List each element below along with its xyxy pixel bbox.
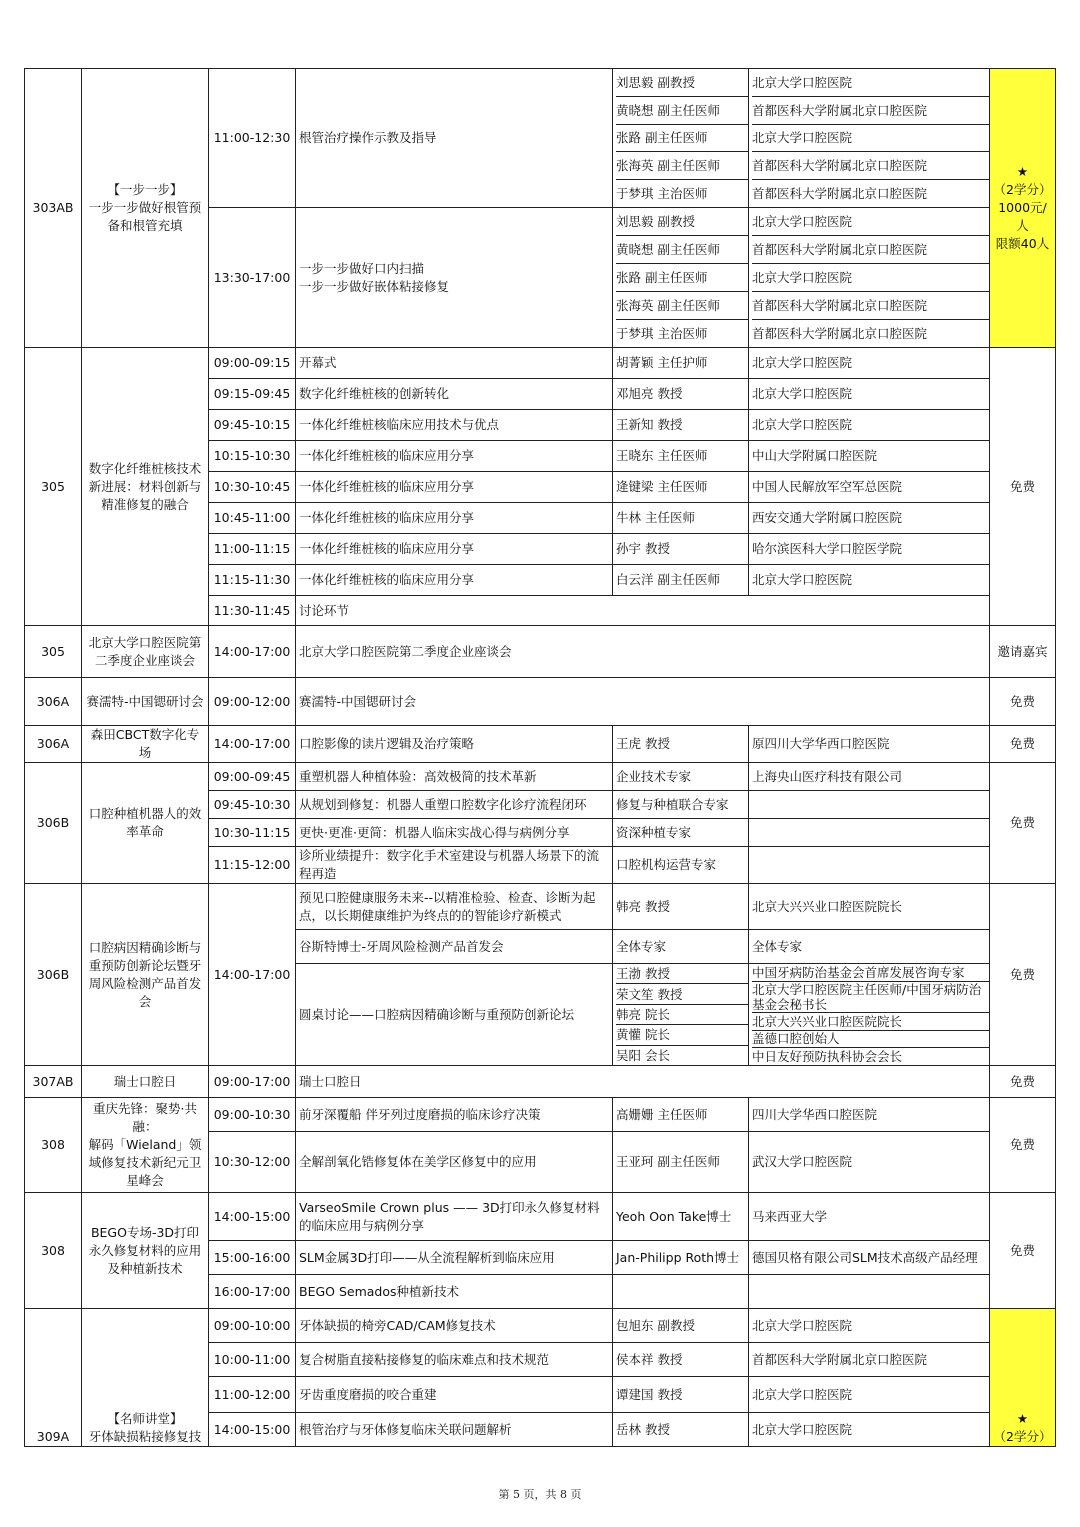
list-item: 中国牙病防治基金会首席发展咨询专家: [752, 964, 989, 982]
speaker-cell: 全体专家: [613, 930, 749, 964]
room-cell: 306A: [25, 678, 82, 726]
room-cell: 305: [25, 348, 82, 626]
time-cell: 10:00-11:00: [209, 1343, 296, 1377]
fee-cell: ★ （2学分）: [990, 1309, 1056, 1447]
time-cell: 10:30-10:45: [209, 472, 296, 503]
table-row: [25, 763, 1056, 791]
time-cell: 09:00-10:30: [209, 1098, 296, 1132]
list-item: 张海英 副主任医师: [616, 292, 748, 320]
time-cell: 10:45-11:00: [209, 503, 296, 534]
list-item: 张路 副主任医师: [616, 264, 748, 292]
speaker-cell: 包旭东 副教授: [613, 1309, 749, 1343]
stacked-list: [752, 208, 989, 347]
org-cell: 哈尔滨医科大学口腔医学院: [749, 534, 990, 565]
title-cell: 牙齿重度磨损的咬合重建: [296, 1377, 613, 1413]
list-item: 黄懽 院长: [616, 1025, 748, 1045]
time-cell: 15:00-16:00: [209, 1241, 296, 1275]
stacked-list: [616, 69, 748, 207]
time-cell: 09:15-09:45: [209, 379, 296, 410]
list-item: 黄晓想 副主任医师: [616, 97, 748, 125]
list-item: 盖德口腔创始人: [752, 1031, 989, 1049]
time-cell: 11:00-12:00: [209, 1377, 296, 1413]
time-cell: 11:15-12:00: [209, 847, 296, 884]
time-cell: 16:00-17:00: [209, 1275, 296, 1309]
title-cell: 讨论环节: [296, 596, 990, 626]
speaker-cell: 企业技术专家: [613, 763, 749, 791]
stacked-list: [616, 208, 748, 347]
topic-cell: BEGO专场-3D打印永久修复材料的应用及种植新技术: [82, 1193, 209, 1309]
room-cell: 308: [25, 1098, 82, 1193]
org-cell: 全体专家: [749, 930, 990, 964]
room-cell: 303AB: [25, 69, 82, 348]
topic-cell: 【名师讲堂】 牙体缺损粘接修复技: [82, 1309, 209, 1447]
title-cell: 瑞士口腔日: [296, 1066, 990, 1098]
speaker-cell: 谭建国 教授: [613, 1377, 749, 1413]
speaker-cell: 修复与种植联合专家: [613, 791, 749, 819]
room-cell: 309A: [25, 1309, 82, 1447]
time-cell: 11:00-11:15: [209, 534, 296, 565]
speaker-cell: 牛林 主任医师: [613, 503, 749, 534]
speaker-cell: 口腔机构运营专家: [613, 847, 749, 884]
time-cell: 14:00-17:00: [209, 626, 296, 678]
speaker-cell: 邓旭亮 教授: [613, 379, 749, 410]
topic-cell: 森田CBCT数字化专场: [82, 726, 209, 763]
title-cell: 赛濡特-中国锶研讨会: [296, 678, 990, 726]
speaker-list: [613, 208, 749, 348]
title-cell: 重塑机器人种植体验：高效极简的技术革新: [296, 763, 613, 791]
room-cell: 308: [25, 1193, 82, 1309]
time-cell: 14:00-17:00: [209, 884, 296, 1066]
time-cell: 11:00-12:30: [209, 69, 296, 208]
org-cell: 武汉大学口腔医院: [749, 1132, 990, 1193]
title-cell: 前牙深覆船 伴牙列过度磨损的临床诊疗决策: [296, 1098, 613, 1132]
list-item: 于梦琪 主治医师: [616, 186, 708, 202]
title-cell: 一体化纤维桩核临床应用技术与优点: [296, 410, 613, 441]
list-item: 首都医科大学附属北京口腔医院: [752, 152, 989, 180]
list-item: 张海英 副主任医师: [616, 152, 748, 180]
org-cell: 上海央山医疗科技有限公司: [749, 763, 990, 791]
speaker-cell: [613, 1275, 749, 1309]
speaker-cell: 逄键梁 主任医师: [613, 472, 749, 503]
list-item: 王渤 教授: [616, 964, 748, 984]
org-cell: 中山大学附属口腔医院: [749, 441, 990, 472]
list-item: 北京大学口腔医院: [752, 69, 989, 97]
speaker-cell: 王虎 教授: [613, 726, 749, 763]
speaker-cell: 韩亮 教授: [613, 884, 749, 930]
time-cell: 09:45-10:15: [209, 410, 296, 441]
title-cell: 更快·更准·更简：机器人临床实战心得与病例分享: [296, 819, 613, 847]
speaker-cell: 高姗姗 主任医师: [613, 1098, 749, 1132]
org-cell: 北京大兴兴业口腔医院院长: [749, 884, 990, 930]
title-cell: 诊所业绩提升：数字化手术室建设与机器人场景下的流程再造: [296, 847, 613, 884]
time-cell: 14:00-15:00: [209, 1193, 296, 1241]
title-cell: 一体化纤维桩核的临床应用分享: [296, 503, 613, 534]
title-cell: 全解剖氧化锆修复体在美学区修复中的应用: [296, 1132, 613, 1193]
time-cell: 09:00-12:00: [209, 678, 296, 726]
time-cell: 14:00-15:00: [209, 1413, 296, 1447]
table-row: [25, 626, 1056, 678]
table-row: [25, 348, 1056, 379]
org-cell: 北京大学口腔医院: [749, 565, 990, 596]
topic-cell: 赛濡特-中国锶研讨会: [82, 678, 209, 726]
list-item: 首都医科大学附属北京口腔医院: [752, 292, 989, 320]
speaker-cell: 岳林 教授: [613, 1413, 749, 1447]
list-item: 北京大学口腔医院主任医师/中国牙病防治基金会秘书长: [752, 982, 989, 1013]
speaker-cell: 王晓东 主任医师: [613, 441, 749, 472]
room-cell: 305: [25, 626, 82, 678]
stacked-list: [616, 964, 748, 1065]
room-cell: 306A: [25, 726, 82, 763]
room-cell: 306B: [25, 763, 82, 884]
title-cell: 根管治疗操作示教及指导: [296, 69, 613, 208]
stacked-list: [752, 69, 989, 207]
stacked-list: [752, 964, 989, 1065]
speaker-cell: 侯本祥 教授: [613, 1343, 749, 1377]
org-cell: 北京大学口腔医院: [749, 348, 990, 379]
schedule-table: [24, 68, 1056, 1447]
time-cell: 11:15-11:30: [209, 565, 296, 596]
title-cell: 数字化纤维桩核的创新转化: [296, 379, 613, 410]
time-cell: 09:00-10:00: [209, 1309, 296, 1343]
org-cell: [749, 791, 990, 819]
table-row: [25, 1193, 1056, 1241]
list-item: 首都医科大学附属北京口腔医院: [752, 236, 989, 264]
org-cell: 北京大学口腔医院: [749, 1377, 990, 1413]
title-cell: 从规划到修复：机器人重塑口腔数字化诊疗流程闭环: [296, 791, 613, 819]
list-item: 张路 副主任医师: [616, 125, 748, 153]
title-cell: 一体化纤维桩核的临床应用分享: [296, 534, 613, 565]
list-item: 首都医科大学附属北京口腔医院: [752, 186, 928, 202]
time-cell: 10:30-11:15: [209, 819, 296, 847]
org-cell: 首都医科大学附属北京口腔医院: [749, 1343, 990, 1377]
list-item: 北京大学口腔医院: [752, 208, 989, 236]
title-cell: VarseoSmile Crown plus —— 3D打印永久修复材料的临床应用与病例分享: [296, 1193, 613, 1241]
org-cell: 北京大学口腔医院: [749, 379, 990, 410]
fee-cell: 邀请嘉宾: [990, 626, 1056, 678]
fee-cell: 免费: [990, 1098, 1056, 1193]
speaker-cell: 王亚珂 副主任医师: [613, 1132, 749, 1193]
title-cell: 一体化纤维桩核的临床应用分享: [296, 565, 613, 596]
title-cell: 根管治疗与牙体修复临床关联问题解析: [296, 1413, 613, 1447]
speaker-cell: Yeoh Oon Take博士: [613, 1193, 749, 1241]
list-item: 于梦琪 主治医师: [616, 326, 708, 341]
title-cell: 复合树脂直接粘接修复的临床难点和技术规范: [296, 1343, 613, 1377]
title-cell: 一体化纤维桩核的临床应用分享: [296, 441, 613, 472]
topic-cell: 瑞士口腔日: [82, 1066, 209, 1098]
list-item: 刘思毅 副教授: [616, 69, 748, 97]
speaker-cell: 白云洋 副主任医师: [613, 565, 749, 596]
org-cell: 原四川大学华西口腔医院: [749, 726, 990, 763]
time-cell: 09:00-17:00: [209, 1066, 296, 1098]
list-item: 黄晓想 副主任医师: [616, 236, 748, 264]
org-cell: [749, 1275, 990, 1309]
table-row: [25, 884, 1056, 930]
org-list: [749, 964, 990, 1066]
org-list: [749, 69, 990, 208]
org-cell: 北京大学口腔医院: [749, 410, 990, 441]
table-row: [25, 1309, 1056, 1343]
speaker-cell: 孙宇 教授: [613, 534, 749, 565]
list-item: 吴阳 会长: [616, 1047, 670, 1063]
speaker-list: [613, 69, 749, 208]
topic-cell: 口腔病因精确诊断与重预防创新论坛暨牙周风险检测产品首发会: [82, 884, 209, 1066]
org-cell: 马来西亚大学: [749, 1193, 990, 1241]
title-cell: 牙体缺损的椅旁CAD/CAM修复技术: [296, 1309, 613, 1343]
room-cell: 307AB: [25, 1066, 82, 1098]
speaker-cell: 资深种植专家: [613, 819, 749, 847]
fee-cell: 免费: [990, 678, 1056, 726]
org-cell: 德国贝格有限公司SLM技术高级产品经理: [749, 1241, 990, 1275]
title-cell: 开幕式: [296, 348, 613, 379]
time-cell: 13:30-17:00: [209, 208, 296, 348]
list-item: 北京大学口腔医院: [752, 264, 989, 292]
table-row: [25, 69, 1056, 208]
title-cell: 谷斯特博士-牙周风险检测产品首发会: [296, 930, 613, 964]
list-item: 北京大兴兴业口腔医院院长: [752, 1013, 989, 1031]
title-cell: 口腔影像的读片逻辑及治疗策略: [296, 726, 613, 763]
table-row: [25, 1066, 1056, 1098]
fee-cell: 免费: [990, 726, 1056, 763]
fee-cell: 免费: [990, 348, 1056, 626]
time-cell: 10:30-12:00: [209, 1132, 296, 1193]
list-item: 北京大学口腔医院: [752, 125, 989, 153]
org-cell: 北京大学口腔医院: [749, 1309, 990, 1343]
time-cell: 09:45-10:30: [209, 791, 296, 819]
room-cell: 306B: [25, 884, 82, 1066]
time-cell: 14:00-17:00: [209, 726, 296, 763]
table-row: [25, 726, 1056, 763]
list-item: 刘思毅 副教授: [616, 208, 748, 236]
speaker-cell: 王新知 教授: [613, 410, 749, 441]
org-cell: 北京大学口腔医院: [749, 1413, 990, 1447]
title-cell: 一步一步做好口内扫描 一步一步做好嵌体粘接修复: [296, 208, 613, 348]
org-cell: 西安交通大学附属口腔医院: [749, 503, 990, 534]
title-cell: 北京大学口腔医院第二季度企业座谈会: [296, 626, 990, 678]
org-list: [749, 208, 990, 348]
topic-cell: 【一步一步】 一步一步做好根管预备和根管充填: [82, 69, 209, 348]
fee-cell: 免费: [990, 1193, 1056, 1309]
title-cell: 圆桌讨论——口腔病因精确诊断与重预防创新论坛: [296, 964, 613, 1066]
topic-cell: 重庆先锋：聚势·共融： 解码「Wieland」领域修复技术新纪元卫星峰会: [82, 1098, 209, 1193]
title-cell: BEGO Semados种植新技术: [296, 1275, 613, 1309]
fee-cell: 免费: [990, 1066, 1056, 1098]
time-cell: 09:00-09:45: [209, 763, 296, 791]
table-row: [25, 678, 1056, 726]
topic-cell: 口腔种植机器人的效率革命: [82, 763, 209, 884]
list-item: 荣文笙 教授: [616, 984, 748, 1004]
time-cell: 11:30-11:45: [209, 596, 296, 626]
fee-cell: 免费: [990, 763, 1056, 884]
list-item: 中日友好预防执科协会会长: [752, 1049, 903, 1065]
list-item: 首都医科大学附属北京口腔医院: [752, 326, 928, 341]
list-item: 首都医科大学附属北京口腔医院: [752, 97, 989, 125]
org-cell: [749, 847, 990, 884]
time-cell: 09:00-09:15: [209, 348, 296, 379]
topic-cell: 北京大学口腔医院第二季度企业座谈会: [82, 626, 209, 678]
title-cell: SLM金属3D打印——从全流程解析到临床应用: [296, 1241, 613, 1275]
fee-cell: 免费: [990, 884, 1056, 1066]
org-cell: [749, 819, 990, 847]
table-row: [25, 1098, 1056, 1132]
title-cell: 一体化纤维桩核的临床应用分享: [296, 472, 613, 503]
speaker-cell: Jan-Philipp Roth博士: [613, 1241, 749, 1275]
speaker-list: [613, 964, 749, 1066]
org-cell: 四川大学华西口腔医院: [749, 1098, 990, 1132]
speaker-cell: 胡菁颖 主任护师: [613, 348, 749, 379]
topic-cell: 数字化纤维桩核技术新进展：材料创新与精准修复的融合: [82, 348, 209, 626]
fee-cell: ★ （2学分） 1000元/人 限额40人: [990, 69, 1056, 348]
time-cell: 10:15-10:30: [209, 441, 296, 472]
title-cell: 预见口腔健康服务未来--以精准检验、检查、诊断为起点，以长期健康维护为终点的的智能诊疗新模式: [296, 884, 613, 930]
org-cell: 中国人民解放军空军总医院: [749, 472, 990, 503]
page-footer: 第 5 页，共 8 页: [498, 1488, 582, 1501]
list-item: 韩亮 院长: [616, 1005, 748, 1025]
